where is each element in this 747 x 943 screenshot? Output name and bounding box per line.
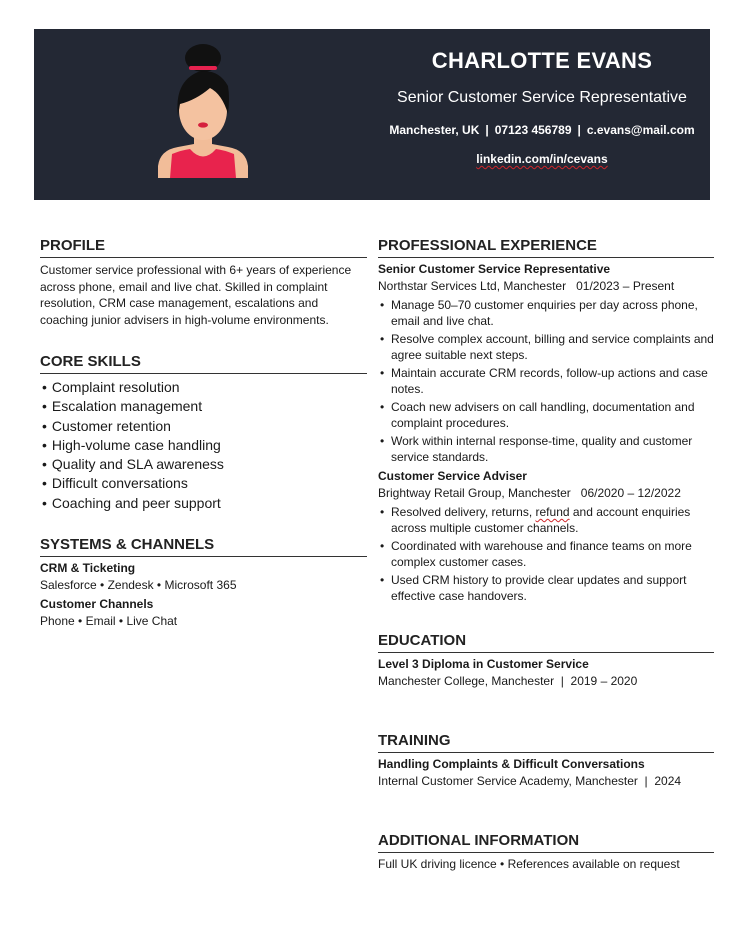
group-label: CRM & Ticketing	[40, 561, 136, 575]
job-entry	[378, 468, 714, 604]
location: Manchester, UK	[389, 123, 480, 137]
training-course: Handling Complaints & Difficult Conversations	[378, 757, 645, 771]
list-item: • Work within internal response-time, quality and customer service standards.	[378, 433, 714, 465]
spellcheck-flag: refund	[535, 505, 570, 519]
training-section	[378, 731, 714, 790]
section-heading: TRAINING	[378, 731, 714, 753]
core-skills-section	[40, 352, 367, 513]
list-item: • Resolve complex account, billing and service complaints and agree suitable next steps.	[378, 331, 714, 363]
linkedin-text: linkedin.com/in/cevans	[476, 152, 608, 166]
section-heading: PROFESSIONAL EXPERIENCE	[378, 236, 714, 258]
job-role: Customer Service Adviser	[378, 469, 527, 483]
section-heading: SYSTEMS & CHANNELS	[40, 535, 367, 557]
contact-row	[374, 123, 710, 137]
profile-text: Customer service professional with 6+ years of experience across phone, email and live chat. Skilled in complaint resolution, CRM case management, escalations and coaching junior advisers in high-volume environments.	[40, 263, 352, 327]
group-value: Phone • Email • Live Chat	[40, 614, 178, 628]
list-item: • High-volume case handling	[40, 436, 367, 455]
skills-list	[40, 378, 367, 513]
resume-header	[34, 29, 710, 200]
list-item	[378, 504, 714, 536]
qualification: Level 3 Diploma in Customer Service	[378, 657, 589, 671]
job-entry	[378, 261, 714, 465]
job-role: Senior Customer Service Representative	[378, 262, 611, 276]
list-item: • Manage 50–70 customer enquiries per day across phone, email and live chat.	[378, 297, 714, 329]
email-link[interactable]: c.evans@mail.com	[586, 123, 695, 137]
separator: |	[485, 123, 489, 137]
job-company: Brightway Retail Group, Manchester	[378, 486, 571, 500]
job-company-line	[378, 485, 714, 502]
job-bullets	[378, 297, 714, 465]
candidate-title: Senior Customer Service Representative	[397, 89, 687, 106]
experience-section	[378, 236, 714, 606]
section-heading: EDUCATION	[378, 631, 714, 653]
avatar-icon	[156, 38, 250, 178]
job-dates: 06/2020 – 12/2022	[580, 486, 681, 500]
list-item: • Coaching and peer support	[40, 494, 367, 513]
list-item: • Quality and SLA awareness	[40, 455, 367, 474]
job-bullets	[378, 504, 714, 604]
job-company-line	[378, 278, 714, 295]
profile-section	[40, 236, 367, 328]
additional-section	[378, 831, 714, 873]
linkedin-link[interactable]	[374, 152, 710, 166]
bullet-text: Resolved delivery, returns,	[391, 505, 536, 519]
list-item: • Complaint resolution	[40, 378, 367, 397]
section-heading: PROFILE	[40, 236, 367, 258]
phone[interactable]: 07123 456789	[494, 123, 572, 137]
education-detail: Manchester College, Manchester | 2019 – 2020	[378, 674, 638, 688]
bullet-text: and account enquiries across multiple customer channels.	[391, 505, 691, 535]
section-heading: CORE SKILLS	[40, 352, 367, 374]
list-item: • Coach new advisers on call handling, documentation and complaint procedures.	[378, 399, 714, 431]
group-label: Customer Channels	[40, 597, 154, 611]
group-value: Salesforce • Zendesk • Microsoft 365	[40, 578, 237, 592]
list-item: • Used CRM history to provide clear updates and support effective case handovers.	[378, 572, 714, 604]
education-section	[378, 631, 714, 690]
job-company: Northstar Services Ltd, Manchester	[378, 279, 567, 293]
header-text	[374, 29, 710, 200]
additional-text: Full UK driving licence • References available on request	[378, 857, 680, 871]
job-dates: 01/2023 – Present	[576, 279, 675, 293]
list-item: • Coordinated with warehouse and finance teams on more complex customer cases.	[378, 538, 714, 570]
list-item: • Maintain accurate CRM records, follow-up actions and case notes.	[378, 365, 714, 397]
training-detail: Internal Customer Service Academy, Manchester | 2024	[378, 774, 682, 788]
systems-section	[40, 535, 367, 630]
section-heading: ADDITIONAL INFORMATION	[378, 831, 714, 853]
separator: |	[577, 123, 581, 137]
list-item: • Customer retention	[40, 417, 367, 436]
list-item: • Escalation management	[40, 397, 367, 416]
list-item: • Difficult conversations	[40, 474, 367, 493]
candidate-name: CHARLOTTE EVANS	[431, 48, 653, 73]
